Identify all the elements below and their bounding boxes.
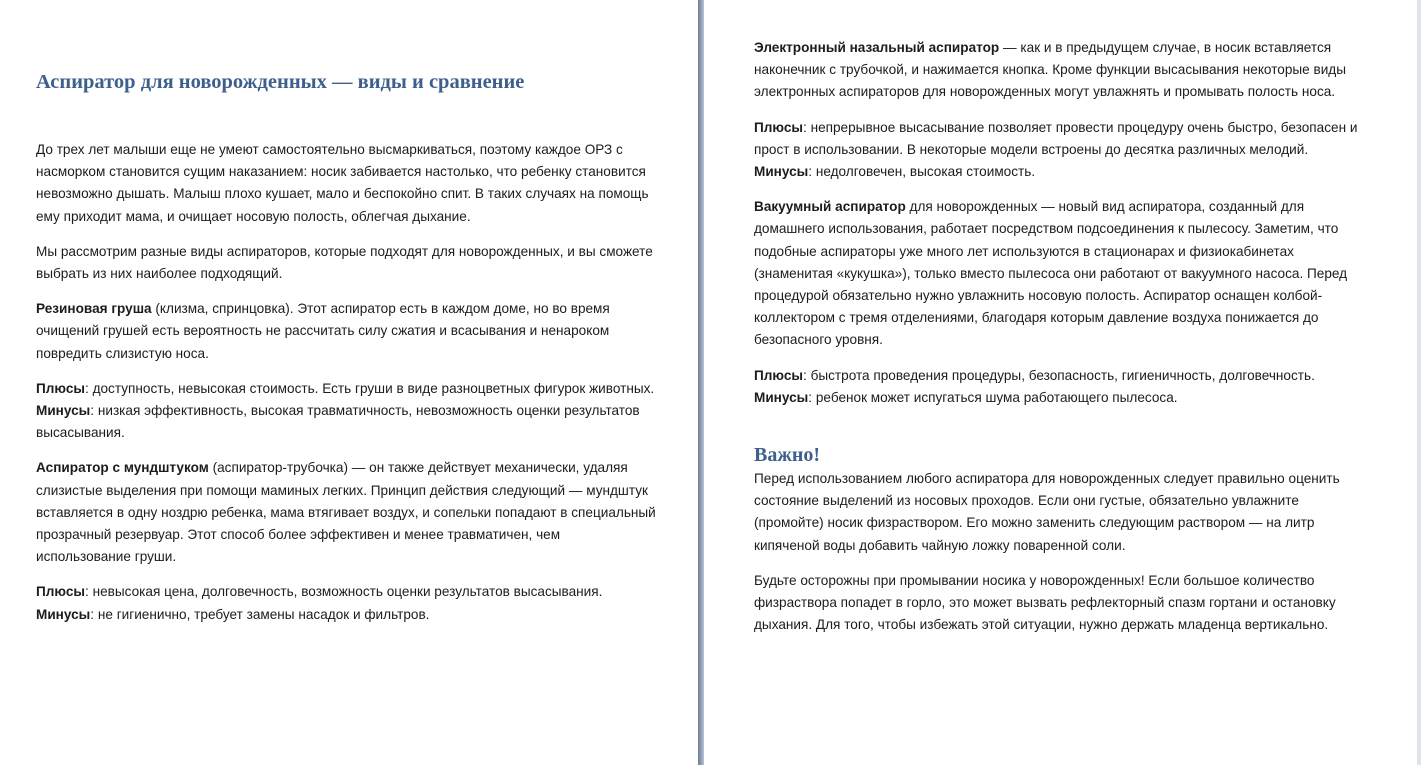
pros-text: : быстрота проведения процедуры, безопасность, гигиеничность, долговечность. [803, 367, 1315, 383]
intro-paragraph-1: До трех лет малыши еще не умеют самостоятельно высмаркиваться, поэтому каждое ОРЗ с насморком становится сущим наказанием: носик забивается настолько, что ребенку становится невозможно дышать. Малыш плохо кушает, мало и беспокойно спит. В таких случаях на помощь ему приходит мама, и очищает носовую полость, облегчая дыхание. [36, 142, 649, 224]
vacuum-text: для новорожденных — новый вид аспиратора, созданный для домашнего использования, работает посредством подсоединения к пылесосу. Заметим, что подобные аспираторы уже много лет используются в стационарах и физиокабинетах (знаменитая «кукушка»), только вместо пылесоса они работают от вакуумного насоса. Перед процедурой обязательно нужно увлажнить носовую полость. Аспиратор оснащен колбой-коллектором с тремя отделениями, благодаря которым давление воздуха понижается до безопасного уровня. [754, 199, 1348, 348]
pros-label: Плюсы [36, 380, 86, 396]
mouthpiece-text: (аспиратор-трубочка) — он также действует механически, удаляя слизистые выделения при помощи маминых легких. Принцип действия следующий — мундштук вставляется в одну ноздрю ребенка, мама втягивает воздух, и сопельки попадают в специальный прозрачный резервуар. Этот способ более эффективен и менее травматичен, чем использование груши. [36, 460, 656, 565]
rubber-bulb-pros [36, 378, 656, 400]
pros-text: : доступность, невысокая стоимость. Есть груши в виде разноцветных фигурок животных. [85, 380, 655, 396]
mouthpiece-paragraph [36, 457, 656, 568]
cons-label: Минусы [36, 606, 91, 622]
pros-text: : непрерывное высасывание позволяет провести процедуру очень быстро, безопасен и прост в использовании. В некоторые модели встроены до десятка различных мелодий. [754, 119, 1358, 157]
rubber-bulb-text: (клизма, спринцовка). Этот аспиратор есть в каждом доме, но во время очищений грушей есть вероятность не рассчитать силу сжатия и всасывания и ненароком повредить слизистую носа. [36, 301, 610, 361]
cons-label: Минусы [754, 164, 809, 180]
document-title: Аспиратор для новорожденных — виды и сравнение [36, 71, 525, 93]
important-paragraph-1: Перед использованием любого аспиратора для новорожденных следует правильно оценить состояние выделений из носовых проходов. Если они густые, обязательно увлажните (промойте) носик физраствором. Его можно заменить следующим раствором — на литр кипяченой воды добавить чайную ложку поваренной соли. [754, 471, 1340, 553]
cons-text: : недолговечен, высокая стоимость. [808, 164, 1036, 180]
mouthpiece-pros [36, 581, 656, 603]
vacuum-paragraph [754, 196, 1369, 351]
document-page-left [0, 0, 698, 765]
cons-text: : не гигиенично, требует замены насадок и фильтров. [90, 606, 430, 622]
intro-paragraph-2: Мы рассмотрим разные виды аспираторов, которые подходят для новорожденных, и вы сможете выбрать из них наиболее подходящий. [36, 243, 653, 282]
vacuum-name: Вакуумный аспиратор [754, 199, 906, 215]
electronic-text: — как и в предыдущем случае, в носик вставляется наконечник с трубочкой, и нажимается кнопка. Кроме функции высасывания некоторые виды электронных аспираторов для новорожденных могут увлажнять и промывать полость носа. [754, 40, 1347, 100]
rubber-bulb-paragraph [36, 298, 656, 365]
cons-label: Минусы [36, 403, 91, 419]
electronic-cons [754, 161, 1369, 183]
mouthpiece-cons [36, 604, 656, 626]
vacuum-cons [754, 387, 1369, 409]
cons-text: : ребенок может испугаться шума работающего пылесоса. [808, 389, 1178, 405]
important-paragraph-2: Будьте осторожны при промывании носика у новорожденных! Если большое количество физраствора попадет в горло, это может вызвать рефлекторный спазм гортани и остановку дыхания. Для того, чтобы избежать этой ситуации, нужно держать младенца вертикально. [754, 572, 1336, 633]
pros-text: : невысокая цена, долговечность, возможность оценки результатов высасывания. [85, 584, 603, 600]
pros-label: Плюсы [754, 119, 804, 135]
window-edge [1417, 0, 1421, 765]
pros-label: Плюсы [36, 584, 86, 600]
cons-label: Минусы [754, 389, 809, 405]
vacuum-pros [754, 365, 1369, 387]
cons-text: : низкая эффективность, высокая травматичность, невозможность оценки результатов высасывания. [36, 403, 640, 441]
rubber-bulb-name: Резиновая груша [36, 301, 152, 317]
mouthpiece-name: Аспиратор с мундштуком [36, 460, 209, 476]
electronic-paragraph [754, 37, 1369, 104]
electronic-name: Электронный назальный аспиратор [754, 40, 1000, 55]
electronic-pros [754, 117, 1369, 161]
document-page-right [704, 0, 1421, 765]
rubber-bulb-cons [36, 400, 656, 444]
pros-label: Плюсы [754, 367, 804, 383]
important-heading: Важно! [754, 444, 821, 467]
